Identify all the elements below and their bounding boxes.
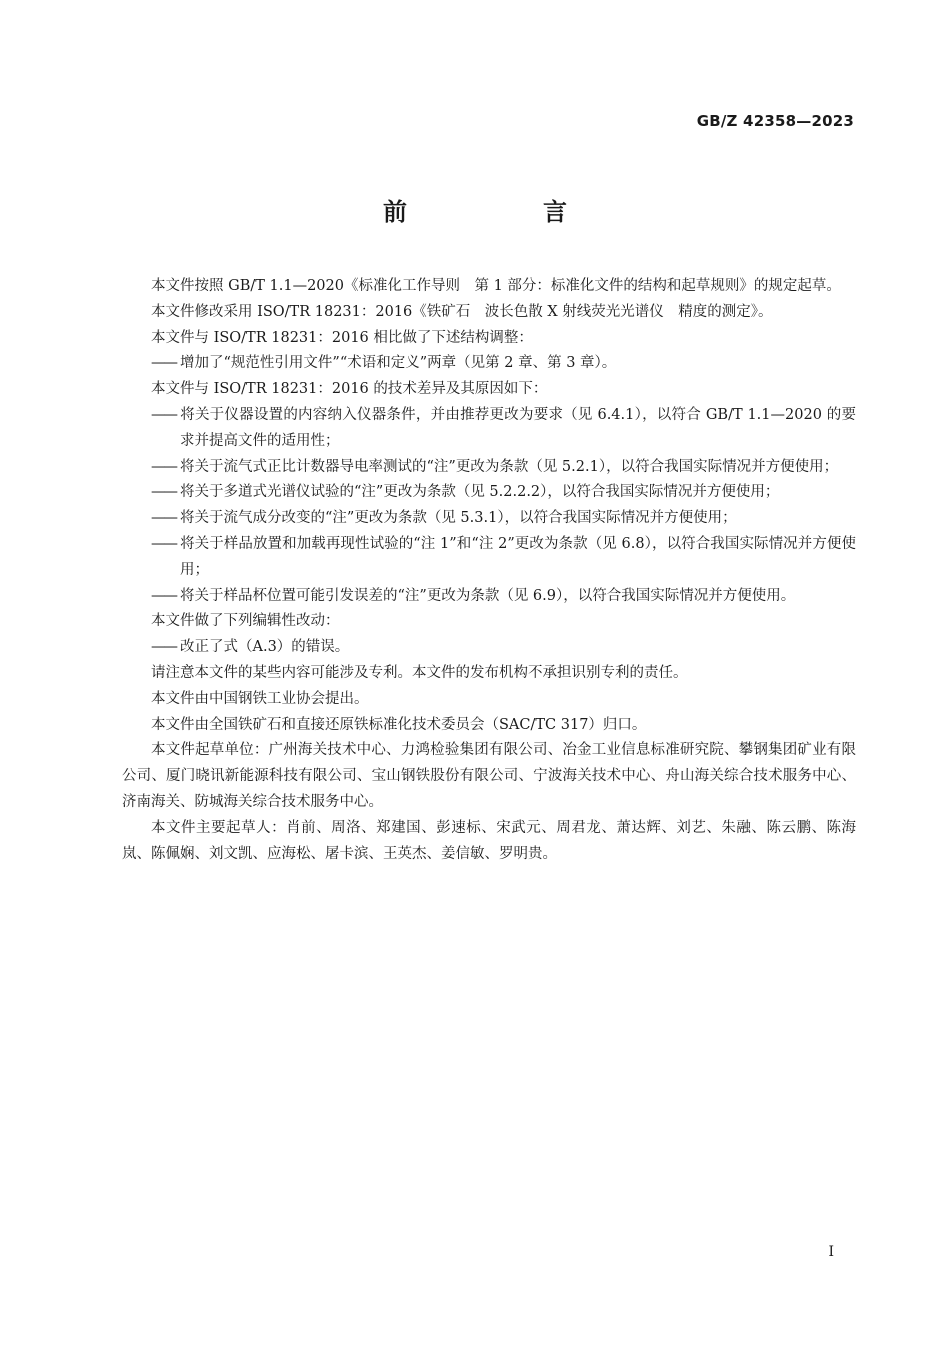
page-number: I	[828, 1244, 834, 1260]
list-item	[122, 403, 856, 455]
paragraph: 本文件由中国钢铁工业协会提出。	[151, 690, 369, 707]
list-item	[122, 351, 856, 377]
list-item	[122, 455, 856, 481]
dash-marker: ——	[151, 535, 176, 552]
foreword-body	[122, 274, 856, 867]
list-item-text: 将关于多道式光谱仪试验的“注”更改为条款（见 5.2.2.2），以符合我国实际情况并方便使用；	[180, 484, 780, 501]
page-title: 前 言	[383, 198, 623, 226]
list-item-text: 增加了“规范性引用文件”“术语和定义”两章（见第 2 章、第 3 章）。	[180, 355, 617, 372]
paragraph: 本文件与 ISO/TR 18231：2016 相比做了下述结构调整：	[151, 329, 533, 346]
standard-code: GB/Z 42358—2023	[696, 112, 854, 130]
list-item	[122, 584, 856, 610]
paragraph: 本文件由全国铁矿石和直接还原铁标准化技术委员会（SAC/TC 317）归口。	[151, 716, 647, 733]
list-item	[122, 506, 856, 532]
list-item	[122, 480, 856, 506]
dash-marker: ——	[151, 484, 176, 501]
paragraph: 本文件与 ISO/TR 18231：2016 的技术差异及其原因如下：	[151, 381, 548, 398]
paragraph: 本文件修改采用 ISO/TR 18231：2016《铁矿石 波长色散 X 射线荧光光谱仪 精度的测定》。	[151, 303, 773, 320]
dash-marker: ——	[151, 639, 176, 656]
list-item-text: 将关于流气式正比计数器导电率测试的“注”更改为条款（见 5.2.1），以符合我国实际情况并方便使用；	[180, 458, 839, 475]
paragraph: 本文件主要起草人：肖前、周洛、郑建国、彭速标、宋武元、周君龙、萧达辉、刘艺、朱融、陈云鹏、陈海岚、陈佩娴、刘文凯、应海松、屠卡滨、王英杰、姜信敏、罗明贵。	[122, 819, 856, 862]
list-item-text: 改正了式（A.3）的错误。	[180, 639, 350, 656]
dash-marker: ——	[151, 355, 176, 372]
paragraph: 本文件起草单位：广州海关技术中心、力鸿检验集团有限公司、冶金工业信息标准研究院、攀钢集团矿业有限公司、厦门晓讯新能源科技有限公司、宝山钢铁股份有限公司、宁波海关技术中心、舟山海关综合技术服务中心、济南海关、防城海关综合技术服务中心。	[122, 742, 856, 810]
dash-marker: ——	[151, 406, 176, 423]
list-item-text: 将关于仪器设置的内容纳入仪器条件，并由推荐更改为要求（见 6.4.1），以符合 GB/T 1.1—2020 的要求并提高文件的适用性；	[180, 406, 856, 449]
list-item	[122, 532, 856, 584]
list-item-text: 将关于样品放置和加载再现性试验的“注 1”和“注 2”更改为条款（见 6.8），以符合我国实际情况并方便使用；	[180, 535, 856, 578]
dash-marker: ——	[151, 587, 176, 604]
paragraph: 请注意本文件的某些内容可能涉及专利。本文件的发布机构不承担识别专利的责任。	[151, 664, 688, 681]
list-item-text: 将关于样品杯位置可能引发误差的“注”更改为条款（见 6.9），以符合我国实际情况并方便使用。	[180, 587, 796, 604]
dash-marker: ——	[151, 510, 176, 527]
paragraph: 本文件按照 GB/T 1.1—2020《标准化工作导则 第 1 部分：标准化文件的结构和起草规则》的规定起草。	[151, 278, 841, 294]
list-item-text: 将关于流气成分改变的“注”更改为条款（见 5.3.1），以符合我国实际情况并方便使用；	[180, 510, 737, 527]
dash-marker: ——	[151, 458, 176, 475]
list-item	[122, 635, 856, 661]
paragraph: 本文件做了下列编辑性改动：	[151, 613, 340, 630]
